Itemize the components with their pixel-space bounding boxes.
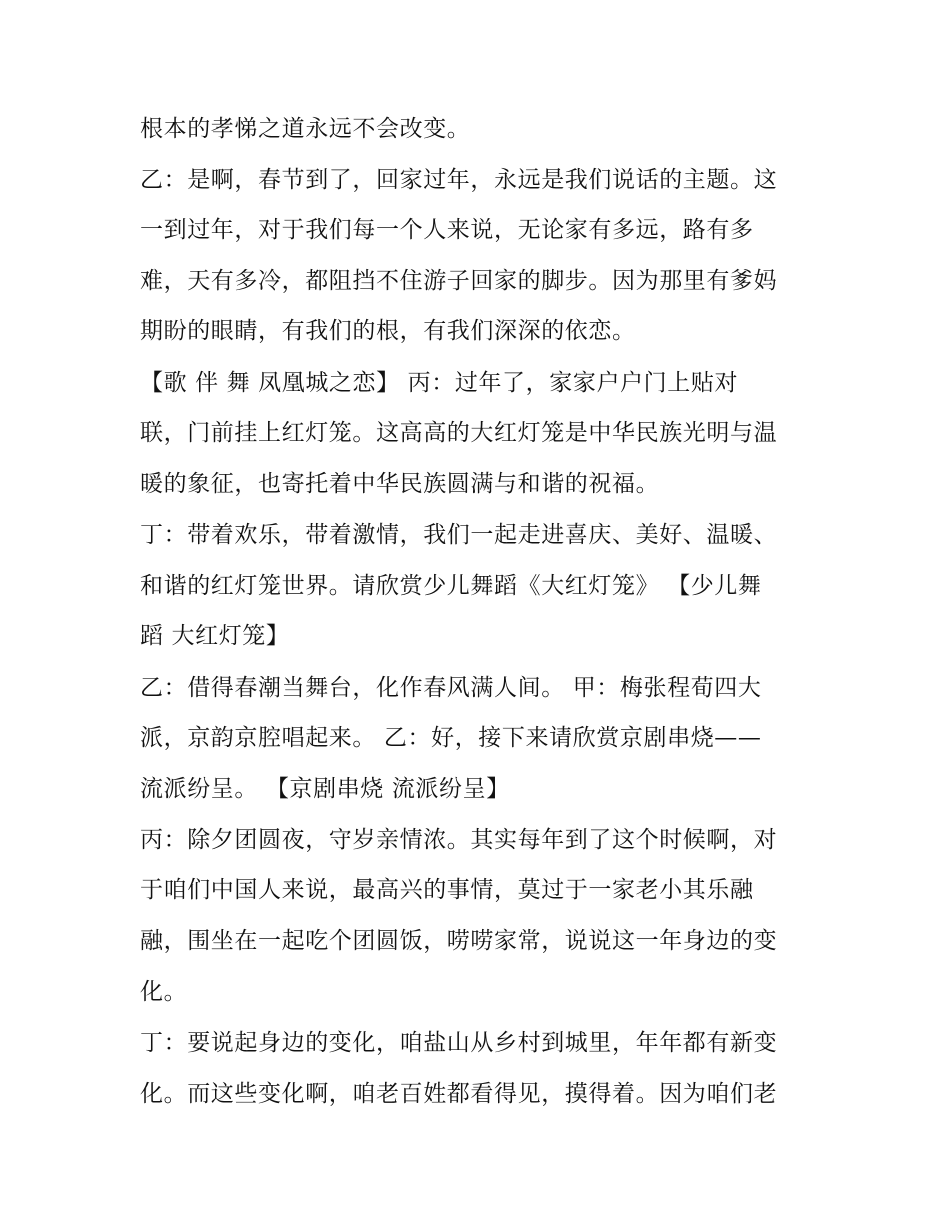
text-line: 乙：是啊，春节到了，回家过年，永远是我们说话的主题。这	[140, 167, 778, 193]
text-line: 丙：除夕团圆夜，守岁亲情浓。其实每年到了这个时候啊，对	[140, 827, 778, 853]
text-line: 和谐的红灯笼世界。请欣赏少儿舞蹈《大红灯笼》 【少儿舞	[140, 573, 762, 599]
text-line: 根本的孝悌之道永远不会改变。	[140, 116, 471, 142]
text-line: 融，围坐在一起吃个团圆饭，唠唠家常，说说这一年身边的变	[140, 928, 778, 954]
text-line: 蹈 大红灯笼】	[140, 623, 290, 649]
text-line: 乙：借得春潮当舞台，化作春风满人间。 甲：梅张程荀四大	[140, 675, 762, 701]
text-line: 丁：要说起身边的变化，咱盐山从乡村到城里，年年都有新变	[140, 1030, 778, 1056]
text-line: 难，天有多冷，都阻挡不住游子回家的脚步。因为那里有爹妈	[140, 268, 778, 294]
text-line: 期盼的眼睛，有我们的根，有我们深深的依恋。	[140, 318, 636, 344]
text-line: 于咱们中国人来说，最高兴的事情，莫过于一家老小其乐融	[140, 877, 754, 903]
text-line: 一到过年，对于我们每一个人来说，无论家有多远，路有多	[140, 217, 754, 243]
text-line: 丁：带着欢乐，带着激情，我们一起走进喜庆、美好、温暖、	[140, 522, 778, 548]
text-line: 联，门前挂上红灯笼。这高高的大红灯笼是中华民族光明与温	[140, 420, 778, 446]
text-line: 化。而这些变化啊，咱老百姓都看得见，摸得着。因为咱们老	[140, 1081, 778, 1107]
text-line: 暖的象征，也寄托着中华民族圆满与和谐的祝福。	[140, 471, 660, 497]
text-line: 派，京韵京腔唱起来。 乙：好，接下来请欣赏京剧串烧——	[140, 725, 762, 751]
text-line: 【歌 伴 舞 凤凰城之恋】 丙：过年了，家家户户门上贴对	[140, 370, 739, 396]
text-line: 流派纷呈。 【京剧串烧 流派纷呈】	[140, 776, 510, 802]
text-line: 化。	[140, 979, 188, 1005]
